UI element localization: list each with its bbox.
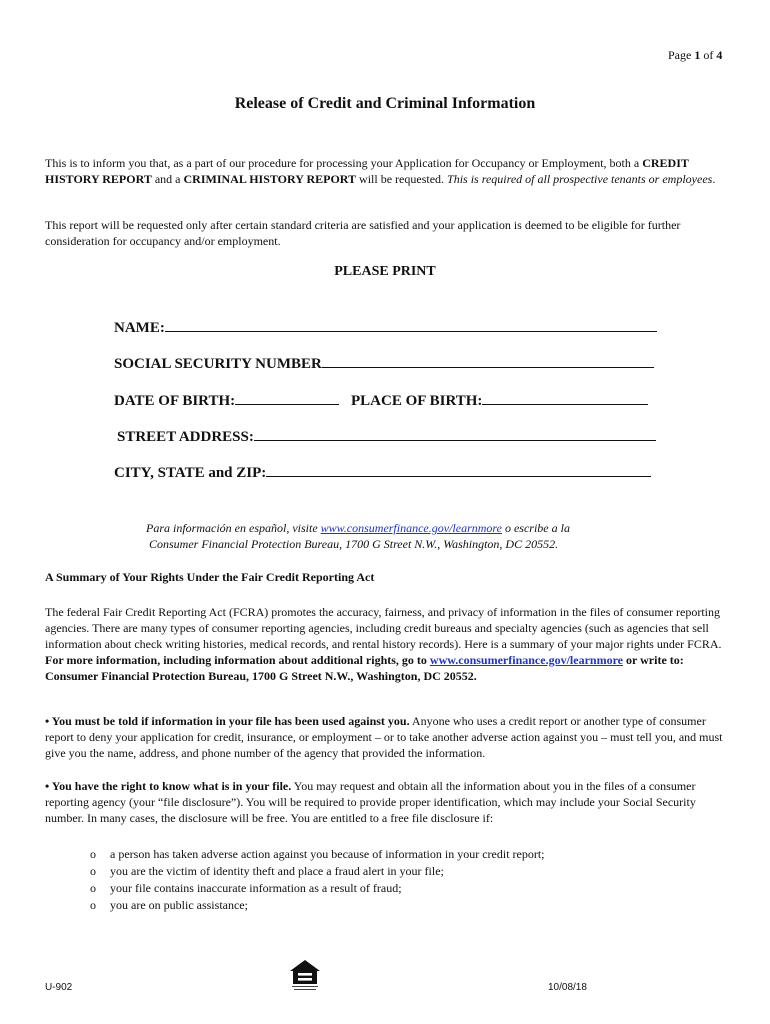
summary-heading: A Summary of Your Rights Under the Fair Credit Reporting Act	[45, 570, 375, 584]
list-marker: o	[90, 881, 96, 895]
pob-input-line[interactable]	[482, 391, 648, 405]
ssn-input-line[interactable]	[322, 354, 654, 368]
dob-field[interactable]	[114, 391, 339, 410]
fcra-learnmore-link[interactable]: www.consumerfinance.gov/learnmore	[429, 653, 624, 667]
rights-bullet-know-your-file: • You have the right to know what is in your file. You may request and obtain all the information about you in the files of a consumer reporting agency (your “file disclosure”). You will be required to provide proper identification, which may include your Social Security number. In many cases, the disclosure will be free. You are entitled to a free file disclosure if:	[45, 779, 696, 825]
dob-label: DATE OF BIRTH:	[114, 393, 236, 409]
city-state-zip-label: CITY, STATE and ZIP:	[114, 465, 267, 481]
intro-paragraph-2: This report will be requested only after certain standard criteria are satisfied and your application is deemed to be eligible for further consideration for occupancy and/or employment.	[45, 218, 681, 248]
please-print-heading: PLEASE PRINT	[334, 264, 436, 279]
ssn-label: SOCIAL SECURITY NUMBER	[114, 356, 322, 372]
rights-bullet-used-against-you: • You must be told if information in your file has been used against you. Anyone who uses a credit report or another type of consumer report to deny your application for credit, insurance, or employment – or to take another adverse action against you – must tell you, and must give you the name, address, and phone number of the agency that provided the information.	[45, 714, 723, 760]
intro-paragraph-1: This is to inform you that, as a part of our procedure for processing your Application for Occupancy or Employment, both a CREDIT HISTORY REPORT and a CRIMINAL HISTORY REPORT will be requested. This is required of all prospective tenants or employees.	[45, 156, 716, 186]
page-current: 1	[694, 48, 701, 62]
spanish-learnmore-link[interactable]: www.consumerfinance.gov/learnmore	[320, 521, 502, 535]
pob-field[interactable]	[351, 391, 648, 410]
revision-date: 10/08/18	[548, 982, 587, 993]
equal-housing-opportunity-logo	[287, 958, 323, 992]
street-address-input-line[interactable]	[254, 427, 656, 441]
list-marker: o	[90, 898, 96, 912]
street-address-label: STREET ADDRESS:	[117, 429, 254, 445]
name-label: NAME:	[114, 320, 165, 336]
name-field[interactable]	[114, 318, 657, 337]
city-state-zip-field[interactable]	[114, 463, 651, 482]
list-item: o your file contains inaccurate information as a result of fraud;	[90, 881, 402, 895]
page-of: of	[703, 48, 714, 62]
page-number	[668, 48, 722, 63]
list-item: o a person has taken adverse action against you because of information in your credit report;	[90, 847, 545, 861]
equal-housing-icon	[287, 958, 323, 992]
page-word: Page	[668, 48, 692, 62]
summary-paragraph: The federal Fair Credit Reporting Act (FCRA) promotes the accuracy, fairness, and privacy of information in the files of consumer reporting agencies. There are many types of consumer reporting agencies, including credit bureaus and specialty agencies (such as agencies that sell information about check writing histories, medical records, and rental history records). Here is a summary of your major rights under FCRA. For more information, including information about additional rights, go to www.consumerfinance.gov/learnmore or write to: Consumer Financial Protection Bureau, 1700 G Street N.W., Washington, DC 20552.	[45, 605, 722, 683]
list-marker: o	[90, 847, 96, 861]
list-item: o you are on public assistance;	[90, 898, 248, 912]
street-address-field[interactable]	[117, 427, 656, 446]
document-title: Release of Credit and Criminal Information	[234, 95, 536, 112]
spanish-notice: Para información en español, visite www.consumerfinance.gov/learnmore o escribe a la Consumer Financial Protection Bureau, 1700 G Street N.W., Washington, DC 20552.	[146, 521, 570, 551]
page-total: 4	[716, 48, 723, 62]
pob-label: PLACE OF BIRTH:	[351, 393, 483, 409]
list-marker: o	[90, 864, 96, 878]
ssn-field[interactable]	[114, 354, 654, 373]
city-state-zip-input-line[interactable]	[266, 463, 651, 477]
free-disclosure-list	[90, 846, 730, 914]
list-item: o you are the victim of identity theft and place a fraud alert in your file;	[90, 864, 444, 878]
name-input-line[interactable]	[165, 318, 657, 332]
dob-input-line[interactable]	[235, 391, 339, 405]
form-code: U-902	[45, 982, 73, 993]
